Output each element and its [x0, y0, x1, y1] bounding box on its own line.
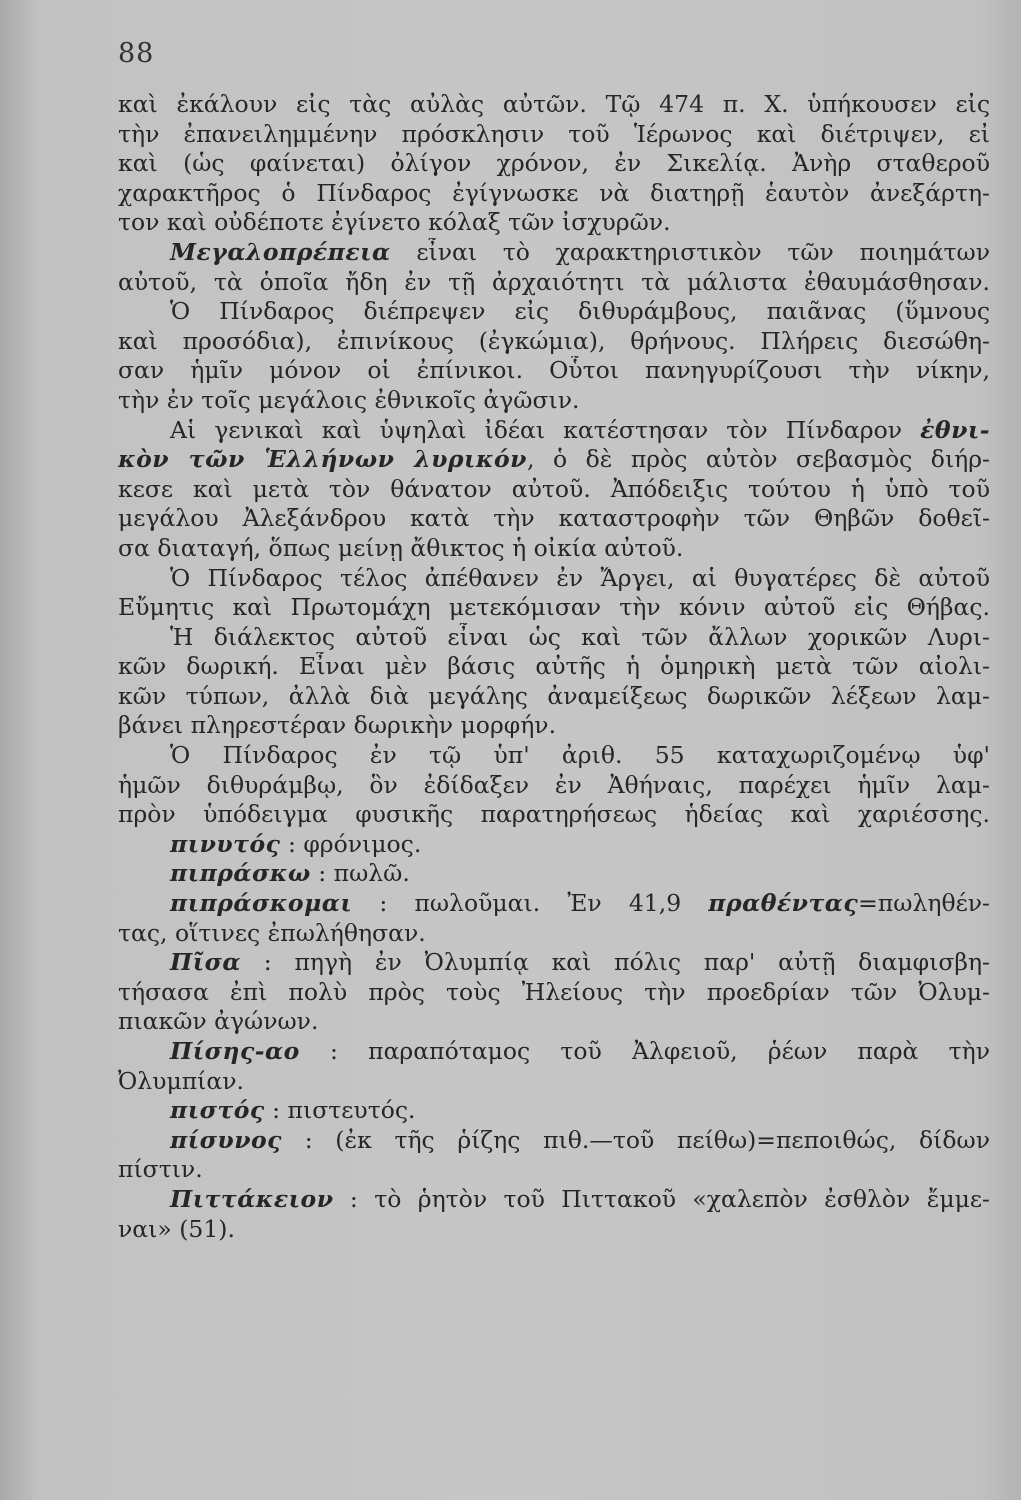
line-text: κῶν δωρική. Εἶναι μὲν βάσις αὐτῆς ἡ ὁμηρικὴ μετὰ τῶν αἰολι-: [118, 652, 990, 681]
headword: Μεγαλοπρέπεια: [170, 237, 391, 266]
headword: πιστός: [170, 1096, 265, 1125]
line-text: Αἱ γενικαὶ καὶ ὑψηλαὶ ἰδέαι κατέστησαν τὸν Πίνδαρον: [170, 415, 921, 444]
text-line: [118, 475, 990, 505]
text-line: [118, 445, 990, 475]
line-text: καὶ προσόδια), ἐπινίκους (ἐγκώμια), θρήνους. Πλήρεις διεσώθη-: [118, 326, 990, 355]
text-line: [118, 623, 990, 653]
text-line: [118, 534, 990, 564]
text-line: [118, 564, 990, 594]
text-line: [118, 208, 990, 238]
text-line: [118, 682, 990, 712]
text-line: [118, 149, 990, 179]
text-line: [118, 1096, 990, 1126]
text-line: [118, 800, 990, 830]
line-text: τὴν ἐν τοῖς μεγάλοις ἐθνικοῖς ἀγῶσιν.: [118, 385, 580, 414]
line-text: : τὸ ῥητὸν τοῦ Πιττακοῦ «χαλεπὸν ἐσθλὸν ἔμμε-: [333, 1184, 990, 1213]
line-text: χαρακτῆρος ὁ Πίνδαρος ἐγίγνωσκε νὰ διατηρῇ ἑαυτὸν ἀνεξάρτη-: [118, 178, 990, 207]
headword: Πιττάκειον: [170, 1184, 334, 1213]
line-text: σαν ἡμῖν μόνον οἱ ἐπίνικοι. Οὗτοι πανηγυρίζουσι τὴν νίκην,: [118, 356, 990, 385]
text-line: [118, 1007, 990, 1037]
text-line: [118, 771, 990, 801]
headword: Πῖσα: [170, 948, 241, 977]
line-text: καὶ ἐκάλουν εἰς τὰς αὐλὰς αὐτῶν. Τῷ 474 π. Χ. ὑπήκουσεν εἰς: [118, 90, 990, 118]
page-number: 88: [118, 38, 155, 69]
text-line: [118, 1067, 990, 1097]
line-text: ναι» (51).: [118, 1214, 235, 1243]
line-text: Ὁ Πίνδαρος διέπρεψεν εἰς διθυράμβους, παιᾶνας (ὕμνους: [170, 297, 990, 326]
headword: πίσυνος: [170, 1125, 282, 1154]
line-text: πίστιν.: [118, 1155, 203, 1184]
line-text: : φρόνιμος.: [280, 829, 422, 858]
line-text: πιακῶν ἀγώνων.: [118, 1007, 319, 1036]
text-line: [118, 386, 990, 416]
text-line: [118, 504, 990, 534]
line-text: τήσασα ἐπὶ πολὺ πρὸς τοὺς Ἠλείους τὴν προεδρίαν τῶν Ὀλυμ-: [118, 977, 990, 1006]
line-text: κεσε καὶ μετὰ τὸν θάνατον αὐτοῦ. Ἀπόδειξις τούτου ἡ ὑπὸ τοῦ: [118, 474, 990, 503]
text-line: [118, 830, 990, 860]
text-line: [118, 1215, 990, 1245]
text-line: [118, 327, 990, 357]
text-line: [118, 741, 990, 771]
headword: πινυτός: [170, 829, 281, 858]
line-text: τὴν ἐπανειλημμένην πρόσκλησιν τοῦ Ἱέρωνος καὶ διέτριψεν, εἰ: [118, 119, 990, 148]
line-text: τον καὶ οὐδέποτε ἐγίνετο κόλαξ τῶν ἰσχυρῶν.: [118, 208, 671, 237]
text-line: [118, 238, 990, 268]
line-text: : πωλοῦμαι. Ἐν 41,9: [352, 889, 709, 918]
line-text: καὶ (ὡς φαίνεται) ὀλίγον χρόνον, ἐν Σικελίᾳ. Ἀνὴρ σταθεροῦ: [118, 149, 990, 178]
line-text: : πηγὴ ἐν Ὀλυμπίᾳ καὶ πόλις παρ' αὐτῇ διαμφισβη-: [241, 948, 990, 977]
line-text: πρὸν ὑπόδειγμα φυσικῆς παρατηρήσεως ἡδείας καὶ χαριέσσης.: [118, 800, 990, 829]
text-line: [118, 179, 990, 209]
text-line: [118, 120, 990, 150]
line-text: , ὁ δὲ πρὸς αὐτὸν σεβασμὸς διήρ-: [526, 445, 990, 474]
line-text: Εὔμητις καὶ Πρωτομάχη μετεκόμισαν τὴν κόνιν αὐτοῦ εἰς Θήβας.: [118, 593, 990, 622]
line-text: τας, οἵτινες ἐπωλήθησαν.: [118, 918, 426, 947]
text-line: [118, 1037, 990, 1067]
headword: πραθέντας: [708, 889, 859, 918]
line-text: : πιστευτός.: [264, 1096, 416, 1125]
headword: πιπράσκομαι: [170, 889, 353, 918]
text-line: [118, 948, 990, 978]
line-text: =πωληθέν-: [858, 889, 990, 918]
line-text: : παραπόταμος τοῦ Ἀλφειοῦ, ῥέων παρὰ τὴν: [299, 1037, 990, 1065]
headword: Πίσης-αο: [170, 1037, 300, 1065]
text-line: [118, 1185, 990, 1215]
line-text: Ὀλυμπίαν.: [118, 1066, 245, 1095]
line-text: : (ἐκ τῆς ῥίζης πιθ.—τοῦ πείθω)=πεποιθώς, δίδων: [282, 1125, 990, 1154]
line-text: ἡμῶν διθυράμβῳ, ὃν ἐδίδαξεν ἐν Ἀθήναις, παρέχει ἡμῖν λαμ-: [118, 770, 990, 799]
line-text: Ὁ Πίνδαρος τέλος ἀπέθανεν ἐν Ἄργει, αἱ θυγατέρες δὲ αὐτοῦ: [170, 563, 990, 592]
line-text: κῶν τύπων, ἀλλὰ διὰ μεγάλης ἀναμείξεως δωρικῶν λέξεων λαμ-: [118, 681, 990, 710]
text-line: [118, 90, 990, 120]
text-line: [118, 593, 990, 623]
line-text: αὐτοῦ, τὰ ὁποῖα ἤδη ἐν τῇ ἀρχαιότητι τὰ μάλιστα ἐθαυμάσθησαν.: [118, 267, 990, 296]
text-line: [118, 889, 990, 919]
line-text: Ὁ Πίνδαρος ἐν τῷ ὑπ' ἀριθ. 55 καταχωριζομένῳ ὑφ': [170, 741, 990, 770]
line-text: βάνει πληρεστέραν δωρικὴν μορφήν.: [118, 711, 557, 740]
text-line: [118, 268, 990, 298]
line-text: μεγάλου Ἀλεξάνδρου κατὰ τὴν καταστροφὴν τῶν Θηβῶν δοθεῖ-: [118, 504, 990, 533]
line-text: σα διαταγή, ὅπως μείνῃ ἄθικτος ἡ οἰκία αὐτοῦ.: [118, 533, 684, 562]
text-line: [118, 1126, 990, 1156]
text-line: [118, 978, 990, 1008]
line-text: Ἡ διάλεκτος αὐτοῦ εἶναι ὡς καὶ τῶν ἄλλων χορικῶν Λυρι-: [170, 622, 990, 651]
headword: ἐθνι-: [920, 415, 990, 444]
text-line: [118, 356, 990, 386]
text-line: [118, 711, 990, 741]
headword: πιπράσκω: [170, 859, 311, 888]
text-line: [118, 1155, 990, 1185]
text-line: [118, 297, 990, 327]
line-text: εἶναι τὸ χαρακτηριστικὸν τῶν ποιημάτων: [390, 237, 990, 266]
text-line: [118, 859, 990, 889]
line-text: : πωλῶ.: [310, 859, 410, 888]
text-line: [118, 652, 990, 682]
text-block: [118, 90, 990, 1244]
headword: κὸν τῶν Ἑλλήνων λυρικόν: [118, 445, 527, 474]
text-line: [118, 416, 990, 446]
text-line: [118, 919, 990, 949]
